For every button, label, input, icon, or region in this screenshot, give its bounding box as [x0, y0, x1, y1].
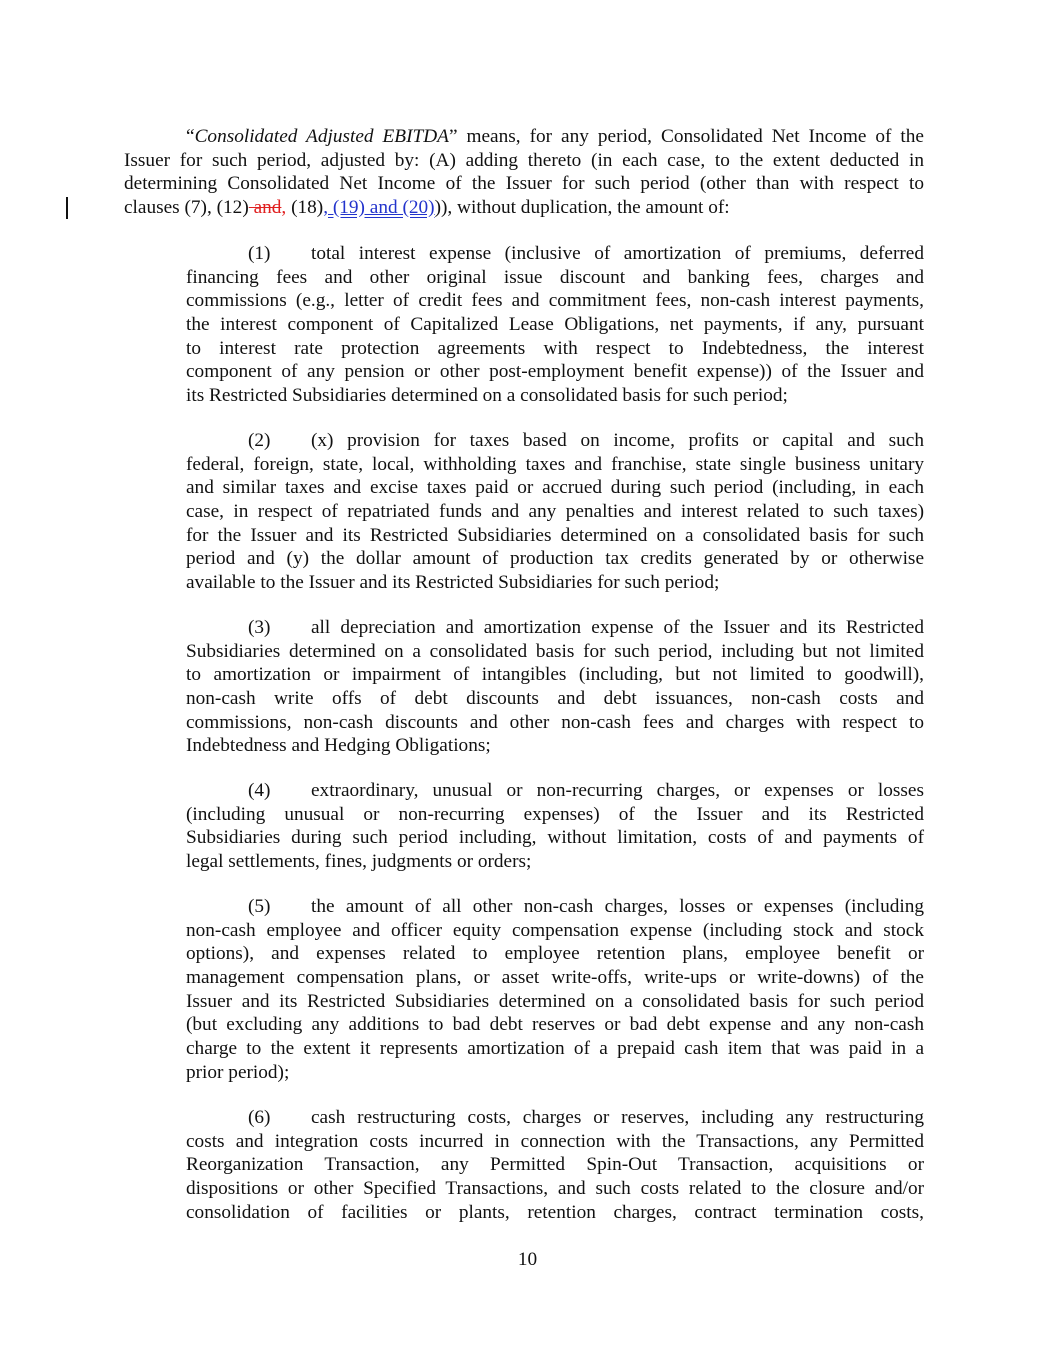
deleted-text: and: [248, 197, 282, 219]
inserted-text: , (19) and (20): [323, 197, 435, 219]
clause-text-line: financing fees and other original issue discount and banking fees, charges and: [186, 266, 924, 288]
clause-number: (4): [248, 780, 271, 801]
clause-text-line: case, in respect of repatriated funds and any penalties and interest related to such taxes): [186, 501, 924, 523]
clause-text-line: (but excluding any additions to bad debt reserves or bad debt expense and any non-cash: [186, 1014, 924, 1036]
clause-number: (3): [248, 617, 271, 638]
clause-text-line: extraordinary, unusual or non-recurring charges, or expenses or losses: [311, 780, 924, 801]
clause-text-line: period and (y) the dollar amount of production tax credits generated by or otherwise: [186, 548, 924, 570]
clause-number: (6): [248, 1107, 271, 1128]
clause-text-line: legal settlements, fines, judgments or orders;: [186, 851, 532, 873]
clause-item: [186, 616, 924, 758]
clause-text-line: commissions, non-cash discounts and other non-cash fees and charges with respect to: [186, 711, 924, 733]
clause-text-line: federal, foreign, state, local, withholding taxes and franchise, state single business unitary: [186, 453, 924, 475]
clause-text-line: (x) provision for taxes based on income, profits or capital and such: [311, 430, 924, 451]
clause-text-line: (including unusual or non-recurring expenses) of the Issuer and its Restricted: [186, 803, 924, 825]
clause-text-line: cash restructuring costs, charges or reserves, including any restructuring: [311, 1107, 924, 1128]
clause-text-line: commissions (e.g., letter of credit fees and commitment fees, non-cash interest payments,: [186, 290, 924, 312]
clause-text-line: component of any pension or other post-employment benefit expense)) of the Issuer and: [186, 361, 924, 383]
inserted-text: ,: [281, 197, 287, 219]
clause-item: [186, 242, 924, 408]
clause-text-line: Subsidiaries determined on a consolidated basis for such period, including but not limited: [186, 640, 924, 662]
change-bar: [66, 197, 68, 219]
clause-item: [186, 779, 924, 874]
clause-text-line: its Restricted Subsidiaries determined on a consolidated basis for such period;: [186, 385, 788, 407]
clause-text-line: charge to the extent it represents amortization of a prepaid cash item that was paid in a: [186, 1038, 924, 1060]
clause-text-line: Subsidiaries during such period including, without limitation, costs of and payments of: [186, 827, 924, 849]
clause-text-line: Indebtedness and Hedging Obligations;: [186, 735, 491, 757]
clause-text-line: consolidation of facilities or plants, retention charges, contract termination costs,: [186, 1201, 924, 1223]
clause-text-line: all depreciation and amortization expense of the Issuer and its Restricted: [311, 617, 924, 638]
clause-text-line: to interest rate protection agreements with respect to Indebtedness, the interest: [186, 337, 924, 359]
clause-text-line: options), and expenses related to employee retention plans, employee benefit or: [186, 943, 924, 965]
clause-text-line: to amortization or impairment of intangibles (including, but not limited to goodwill),: [186, 664, 924, 686]
clause-text-line: the interest component of Capitalized Lease Obligations, net payments, if any, pursuant: [186, 314, 924, 336]
defined-term: Consolidated Adjusted EBITDA: [194, 126, 449, 147]
clause-text-line: and similar taxes and excise taxes paid or accrued during such period (including, in each: [186, 477, 924, 499]
clause-text-line: available to the Issuer and its Restricted Subsidiaries for such period;: [186, 572, 720, 594]
clause-text-line: for the Issuer and its Restricted Subsidiaries determined on a consolidated basis for such: [186, 524, 924, 546]
page-number: 10: [517, 1249, 538, 1270]
clause-text-line: prior period);: [186, 1061, 290, 1083]
clause-text-line: total interest expense (inclusive of amortization of premiums, deferred: [311, 243, 924, 264]
clause-text-line: Reorganization Transaction, any Permitted Spin-Out Transaction, acquisitions or: [186, 1154, 924, 1176]
clause-text-line: non-cash write offs of debt discounts and debt issuances, non-cash costs and: [186, 688, 924, 710]
clause-number: (5): [248, 896, 271, 917]
clause-item: [186, 895, 924, 1085]
clause-item: [186, 429, 924, 595]
clause-text-line: the amount of all other non-cash charges, losses or expenses (including: [311, 896, 924, 917]
clause-text-line: costs and integration costs incurred in connection with the Transactions, any Permitted: [186, 1130, 924, 1152]
definition-paragraph: “Consolidated Adjusted EBITDA” means, for any period, Consolidated Net Income of the Issuer for such period, adjusted by: (A) adding thereto (in each case, to the extent deducted in determining Consolidated Net Income of the Issuer for such period (other than with respect to clauses (7), (12) and, (18), (19) and (20))), without duplication, the amount of:: [124, 126, 924, 219]
clause-text-line: management compensation plans, or asset write-offs, write-ups or write-downs) of the: [186, 967, 924, 989]
clause-text-line: Issuer and its Restricted Subsidiaries determined on a consolidated basis for such period: [186, 990, 924, 1012]
clause-number: (2): [248, 430, 271, 451]
clause-number: (1): [248, 243, 271, 264]
clause-text-line: non-cash employee and officer equity compensation expense (including stock and stock: [186, 919, 924, 941]
clause-text-line: dispositions or other Specified Transactions, and such costs related to the closure and/or: [186, 1178, 924, 1200]
clause-item: [186, 1106, 924, 1224]
